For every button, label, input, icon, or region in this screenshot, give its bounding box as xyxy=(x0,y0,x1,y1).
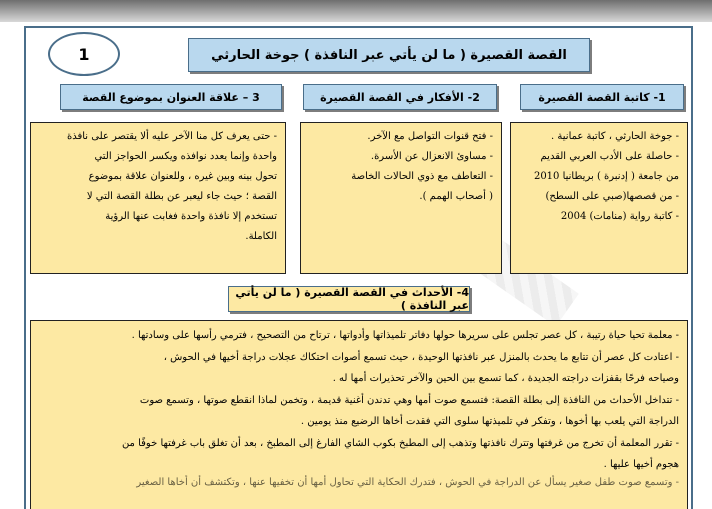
event-line: - وتسمع صوت طفل صغير يسأل عن الدراجة في الحوش ، فتدرك الحكاية التي تحاول أمها أن تخفيها عنها ، وتكتشف أن أخاها الصغير xyxy=(136,476,679,488)
event-line: الدراجة التي يلعب بها أخوها ، وتفكر في تلميذتها سلوى التي فقدت أخاها الرضيع منذ يومين . xyxy=(300,416,679,427)
events-title xyxy=(228,286,470,312)
ideas-line: ( أصحاب الهمم ). xyxy=(419,191,493,202)
relation-line: القصة ؛ حيث جاء ليعبر عن بطلة القصة التي لا xyxy=(86,191,277,202)
relation-line: واحدة وإنما يعدد نوافذه ويكسر الحواجز التي xyxy=(94,151,277,162)
relation-line: الكاملة. xyxy=(245,231,277,242)
ideas-box xyxy=(300,122,502,274)
event-line: - اعتادت كل عصر أن تتابع ما يحدث بالمنزل عبر نافذتها الوحيدة ، حيث تسمع أصوات احتكاك عجلات دراجة أخيها في الحوش ، xyxy=(163,351,679,363)
page-title xyxy=(188,38,590,72)
relation-line: - حتى يعرف كل منا الآخر عليه ألا يقتصر على نافذة xyxy=(66,131,277,142)
header-author-label: 1- كاتبة القصة القصيرة xyxy=(538,90,666,104)
events-box xyxy=(30,320,688,509)
header-title-relation-label: 3 – علاقة العنوان بموضوع القصة xyxy=(82,90,260,104)
ideas-line: - التعاطف مع ذوي الحالات الخاصة xyxy=(351,171,493,182)
author-line: - كاتبة رواية (منامات) 2004 xyxy=(560,211,679,222)
ideas-line: - مساوئ الانعزال عن الأسرة. xyxy=(370,151,493,162)
event-line: - تقرر المعلمة أن تخرج من غرفتها وتترك نافذتها وتذهب إلى المطبخ بكوب الشاي الفارغ إلى المطبخ ، بعد أن تغلق باب غرفتها خوفًا من xyxy=(121,437,679,449)
relation-line: تحول بينه وبين غيره ، وللعنوان علاقة بموضوع xyxy=(88,171,277,182)
lesson-number-badge xyxy=(48,32,120,76)
page-title-text: القصة القصيرة ( ما لن يأتي عبر النافذة ) جوخة الحارثي xyxy=(211,47,567,63)
lesson-number: 1 xyxy=(78,44,90,64)
header-author xyxy=(520,84,684,110)
header-ideas xyxy=(303,84,497,110)
ideas-line: - فتح قنوات التواصل مع الآخر. xyxy=(367,131,493,142)
author-box xyxy=(510,122,688,274)
header-ideas-label: 2- الأفكار في القصة القصيرة xyxy=(320,90,480,104)
author-line: - جوخة الحارثي ، كاتبة عمانية . xyxy=(551,131,679,142)
event-line: هجوم أخيها عليها . xyxy=(603,459,679,470)
event-line: وصياحه فرحًا بقفزات دراجته الجديدة ، كما تسمع بين الحين والآخر تحذيرات أمها له . xyxy=(332,373,679,384)
event-line: - معلمة تحيا حياة رتيبة ، كل عصر تجلس على سريرها حولها دفاتر تلميذاتها وأدواتها ، ترتاح من التصحيح ، فترمي رأسها على وسادتها . xyxy=(131,330,679,341)
event-line: - تتداخل الأحداث من النافذة إلى بطلة القصة: فتسمع صوت أمها وهي تدندن أغنية قديمة ، وتخمن لماذا انقطع صوتها ، وتسمع صوت xyxy=(139,394,679,406)
title-relation-box xyxy=(30,122,286,274)
author-line: - من قصصها(صبي على السطح) xyxy=(545,191,679,202)
header-title-relation xyxy=(60,84,282,110)
author-line: من جامعة ( إدنبرة ) بريطانيا 2010 xyxy=(533,171,679,182)
author-line: - حاصلة على الأدب العربي القديم xyxy=(540,151,679,162)
relation-line: تستخدم إلا نافذة واحدة فغابت عنها الرؤية xyxy=(105,211,277,222)
top-shadow-bar xyxy=(0,0,712,22)
events-title-text: 4- الأحداث في القصة القصيرة ( ما لن يأتي عبر النافذة ) xyxy=(235,286,469,312)
